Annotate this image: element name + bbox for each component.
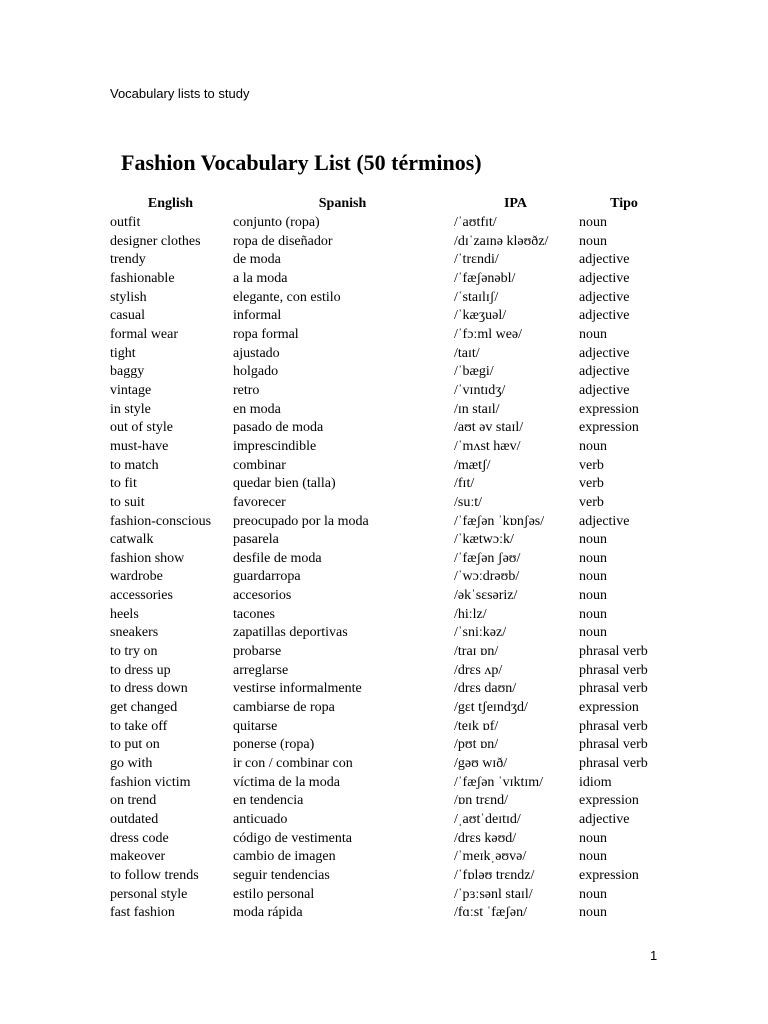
english-cell: to put on — [110, 737, 160, 753]
table-row — [108, 401, 669, 420]
spanish-cell: favorecer — [233, 494, 286, 510]
tipo-cell: noun — [579, 532, 607, 548]
table-row — [108, 792, 669, 811]
tipo-cell: phrasal verb — [579, 662, 648, 678]
table-header-row — [108, 194, 669, 214]
tipo-cell: adjective — [579, 382, 630, 398]
spanish-cell: a la moda — [233, 270, 288, 286]
english-cell: personal style — [110, 886, 188, 902]
english-cell: vintage — [110, 382, 152, 398]
spanish-cell: combinar — [233, 457, 286, 473]
english-cell: fashion victim — [110, 774, 191, 790]
spanish-cell: retro — [233, 382, 260, 398]
column-header-ipa: IPA — [503, 196, 528, 211]
tipo-cell: expression — [579, 401, 639, 417]
tipo-cell: phrasal verb — [579, 718, 648, 734]
ipa-cell: /dɪˈzaɪnə kləʊðz/ — [454, 233, 549, 249]
ipa-cell: /drɛs daʊn/ — [454, 681, 517, 697]
ipa-cell: /ˈwɔːdrəʊb/ — [454, 569, 520, 585]
spanish-cell: código de vestimenta — [233, 830, 352, 846]
english-cell: accessories — [110, 588, 173, 604]
tipo-cell: expression — [579, 793, 639, 809]
english-cell: go with — [110, 756, 153, 772]
ipa-cell: /gɛt tʃeɪndʒd/ — [454, 700, 528, 716]
spanish-cell: víctima de la moda — [233, 774, 340, 790]
spanish-cell: pasarela — [233, 532, 279, 548]
page-title: Fashion Vocabulary List (50 términos) — [121, 150, 482, 175]
column-header-english: English — [147, 196, 194, 211]
table-row — [108, 457, 669, 476]
spanish-cell: en moda — [233, 401, 281, 417]
spanish-cell: ropa de diseñador — [233, 233, 333, 249]
english-cell: heels — [110, 606, 139, 622]
spanish-cell: ropa formal — [233, 326, 299, 342]
spanish-cell: informal — [233, 308, 282, 324]
page-number: 1 — [650, 948, 658, 963]
ipa-cell: /teɪk ɒf/ — [454, 718, 499, 734]
spanish-cell: moda rápida — [233, 905, 303, 921]
tipo-cell: noun — [579, 625, 607, 641]
tipo-cell: noun — [579, 569, 607, 585]
table-row — [108, 680, 669, 699]
table-row — [108, 531, 669, 550]
spanish-cell: de moda — [233, 252, 281, 268]
spanish-cell: accesorios — [233, 588, 292, 604]
english-cell: fashion show — [110, 550, 185, 566]
spanish-cell: probarse — [233, 644, 282, 660]
tipo-cell: phrasal verb — [579, 644, 648, 660]
tipo-cell: noun — [579, 326, 607, 342]
ipa-cell: /ˈbægi/ — [454, 364, 494, 380]
table-row — [108, 419, 669, 438]
tipo-cell: expression — [579, 867, 639, 883]
tipo-cell: adjective — [579, 513, 630, 529]
ipa-cell: /ɒn trɛnd/ — [454, 793, 509, 809]
english-cell: fashion-conscious — [110, 513, 212, 529]
ipa-cell: /hiːlz/ — [454, 606, 487, 622]
ipa-cell: /ɪn staɪl/ — [454, 401, 500, 417]
tipo-cell: phrasal verb — [579, 681, 648, 697]
spanish-cell: holgado — [233, 364, 279, 380]
ipa-cell: /əkˈsɛsəriz/ — [454, 588, 518, 604]
tipo-cell: verb — [579, 476, 604, 492]
tipo-cell: noun — [579, 588, 607, 604]
english-cell: on trend — [110, 793, 157, 809]
tipo-cell: noun — [579, 233, 607, 249]
ipa-cell: /ˈpɜːsənl staɪl/ — [454, 886, 533, 902]
table-row — [108, 494, 669, 513]
tipo-cell: verb — [579, 457, 604, 473]
english-cell: designer clothes — [110, 233, 201, 249]
ipa-cell: /ˈvɪntɪdʒ/ — [454, 382, 506, 398]
tipo-cell: adjective — [579, 289, 630, 305]
ipa-cell: /suːt/ — [454, 494, 483, 510]
spanish-cell: cambiarse de ropa — [233, 700, 335, 716]
table-row — [108, 251, 669, 270]
english-cell: catwalk — [110, 532, 154, 548]
table-row — [108, 587, 669, 606]
table-row — [108, 718, 669, 737]
tipo-cell: adjective — [579, 270, 630, 286]
table-row — [108, 886, 669, 905]
table-row — [108, 214, 669, 233]
english-cell: out of style — [110, 420, 173, 436]
spanish-cell: imprescindible — [233, 438, 317, 454]
tipo-cell: adjective — [579, 308, 630, 324]
vocabulary-table — [108, 194, 669, 923]
spanish-cell: ajustado — [233, 345, 280, 361]
table-row — [108, 904, 669, 923]
tipo-cell: idiom — [579, 774, 612, 790]
table-row — [108, 363, 669, 382]
ipa-cell: /traɪ ɒn/ — [454, 644, 499, 660]
ipa-cell: /ˈfæʃən ʃəʊ/ — [454, 550, 521, 566]
tipo-cell: noun — [579, 215, 607, 230]
table-body — [108, 214, 669, 923]
table-row — [108, 270, 669, 289]
table-row — [108, 774, 669, 793]
ipa-cell: /fɑːst ˈfæʃən/ — [454, 905, 528, 921]
ipa-cell: /ˈfɔːml weə/ — [454, 326, 523, 342]
spanish-cell: cambio de imagen — [233, 849, 336, 865]
spanish-cell: arreglarse — [233, 662, 289, 678]
ipa-cell: /gəʊ wɪð/ — [454, 756, 508, 772]
english-cell: fashionable — [110, 270, 175, 286]
ipa-cell: /ˈsniːkəz/ — [454, 625, 507, 641]
english-cell: to take off — [110, 718, 168, 734]
table-row — [108, 307, 669, 326]
spanish-cell: vestirse informalmente — [233, 681, 362, 697]
english-cell: makeover — [110, 849, 166, 865]
english-cell: stylish — [110, 289, 147, 305]
english-cell: formal wear — [110, 326, 179, 342]
english-cell: outdated — [110, 812, 159, 827]
spanish-cell: tacones — [233, 606, 275, 622]
ipa-cell: /drɛs kəʊd/ — [454, 830, 517, 846]
ipa-cell: /aʊt əv staɪl/ — [454, 420, 524, 436]
tipo-cell: noun — [579, 438, 607, 454]
table-row — [108, 643, 669, 662]
ipa-cell: /ˈkæʒuəl/ — [454, 308, 507, 324]
spanish-cell: desfile de moda — [233, 550, 322, 566]
ipa-cell: /ˈaʊtfɪt/ — [454, 215, 497, 230]
column-header-spanish: Spanish — [318, 196, 367, 211]
ipa-cell: /ˈfɒləʊ trɛndz/ — [454, 867, 535, 883]
english-cell: baggy — [110, 364, 145, 380]
spanish-cell: en tendencia — [233, 793, 304, 809]
english-cell: to dress up — [110, 662, 171, 678]
table-row — [108, 736, 669, 755]
tipo-cell: adjective — [579, 364, 630, 380]
table-row — [108, 624, 669, 643]
tipo-cell: noun — [579, 606, 607, 622]
tipo-cell: phrasal verb — [579, 737, 648, 753]
tipo-cell: noun — [579, 886, 607, 902]
tipo-cell: phrasal verb — [579, 756, 648, 772]
ipa-cell: /ˈfæʃənəbl/ — [454, 270, 516, 286]
tipo-cell: noun — [579, 830, 607, 846]
english-cell: outfit — [110, 215, 141, 230]
table-row — [108, 289, 669, 308]
tipo-cell: adjective — [579, 252, 630, 268]
ipa-cell: /ˈkætwɔːk/ — [454, 532, 514, 548]
spanish-cell: zapatillas deportivas — [233, 625, 348, 641]
table-row — [108, 233, 669, 252]
english-cell: trendy — [110, 252, 146, 268]
english-cell: dress code — [110, 830, 169, 846]
ipa-cell: /ˈtrɛndi/ — [454, 252, 499, 268]
table-row — [108, 345, 669, 364]
table-row — [108, 550, 669, 569]
spanish-cell: estilo personal — [233, 886, 315, 902]
tipo-cell: noun — [579, 849, 607, 865]
english-cell: in style — [110, 401, 151, 417]
spanish-cell: elegante, con estilo — [233, 289, 341, 305]
tipo-cell: verb — [579, 494, 604, 510]
table-row — [108, 811, 669, 830]
english-cell: to fit — [110, 476, 137, 492]
ipa-cell: /fɪt/ — [454, 476, 475, 492]
english-cell: casual — [110, 308, 145, 324]
spanish-cell: guardarropa — [233, 569, 301, 585]
ipa-cell: /ˈfæʃən ˈkɒnʃəs/ — [454, 513, 545, 529]
table-row — [108, 699, 669, 718]
english-cell: sneakers — [110, 625, 159, 641]
english-cell: to try on — [110, 644, 158, 660]
spanish-cell: preocupado por la moda — [233, 513, 369, 529]
table-row — [108, 830, 669, 849]
english-cell: to dress down — [110, 681, 188, 697]
spanish-cell: seguir tendencias — [233, 867, 330, 883]
table-row — [108, 568, 669, 587]
ipa-cell: /drɛs ʌp/ — [454, 662, 503, 678]
table-row — [108, 438, 669, 457]
ipa-cell: /taɪt/ — [454, 345, 480, 361]
spanish-cell: pasado de moda — [233, 420, 324, 436]
tipo-cell: expression — [579, 700, 639, 716]
ipa-cell: /ˈmeɪkˌəʊvə/ — [454, 849, 527, 865]
spanish-cell: ponerse (ropa) — [233, 737, 315, 753]
column-header-tipo: Tipo — [610, 196, 638, 211]
english-cell: get changed — [110, 700, 178, 716]
table-row — [108, 606, 669, 625]
running-header: Vocabulary lists to study — [110, 86, 250, 101]
english-cell: tight — [110, 345, 136, 361]
tipo-cell: noun — [579, 905, 607, 921]
spanish-cell: quedar bien (talla) — [233, 476, 336, 492]
table-row — [108, 326, 669, 345]
ipa-cell: /pʊt ɒn/ — [454, 737, 499, 753]
table-row — [108, 848, 669, 867]
table-row — [108, 662, 669, 681]
table-row — [108, 382, 669, 401]
spanish-cell: ir con / combinar con — [233, 756, 353, 772]
english-cell: must-have — [110, 438, 169, 454]
english-cell: to follow trends — [110, 867, 199, 883]
ipa-cell: /ˌaʊtˈdeɪtɪd/ — [454, 812, 521, 827]
tipo-cell: expression — [579, 420, 639, 436]
spanish-cell: quitarse — [233, 718, 278, 734]
table-row — [108, 867, 669, 886]
spanish-cell: conjunto (ropa) — [233, 215, 320, 230]
english-cell: to suit — [110, 494, 145, 510]
tipo-cell: noun — [579, 550, 607, 566]
ipa-cell: /ˈstaɪlɪʃ/ — [454, 289, 499, 305]
ipa-cell: /mætʃ/ — [454, 457, 491, 473]
table-row — [108, 513, 669, 532]
english-cell: wardrobe — [110, 569, 163, 585]
table-row — [108, 755, 669, 774]
english-cell: fast fashion — [110, 905, 175, 921]
tipo-cell: adjective — [579, 345, 630, 361]
ipa-cell: /ˈmʌst hæv/ — [454, 438, 521, 454]
spanish-cell: anticuado — [233, 812, 288, 827]
ipa-cell: /ˈfæʃən ˈvɪktɪm/ — [454, 774, 544, 790]
english-cell: to match — [110, 457, 159, 473]
table-row — [108, 475, 669, 494]
tipo-cell: adjective — [579, 812, 630, 827]
